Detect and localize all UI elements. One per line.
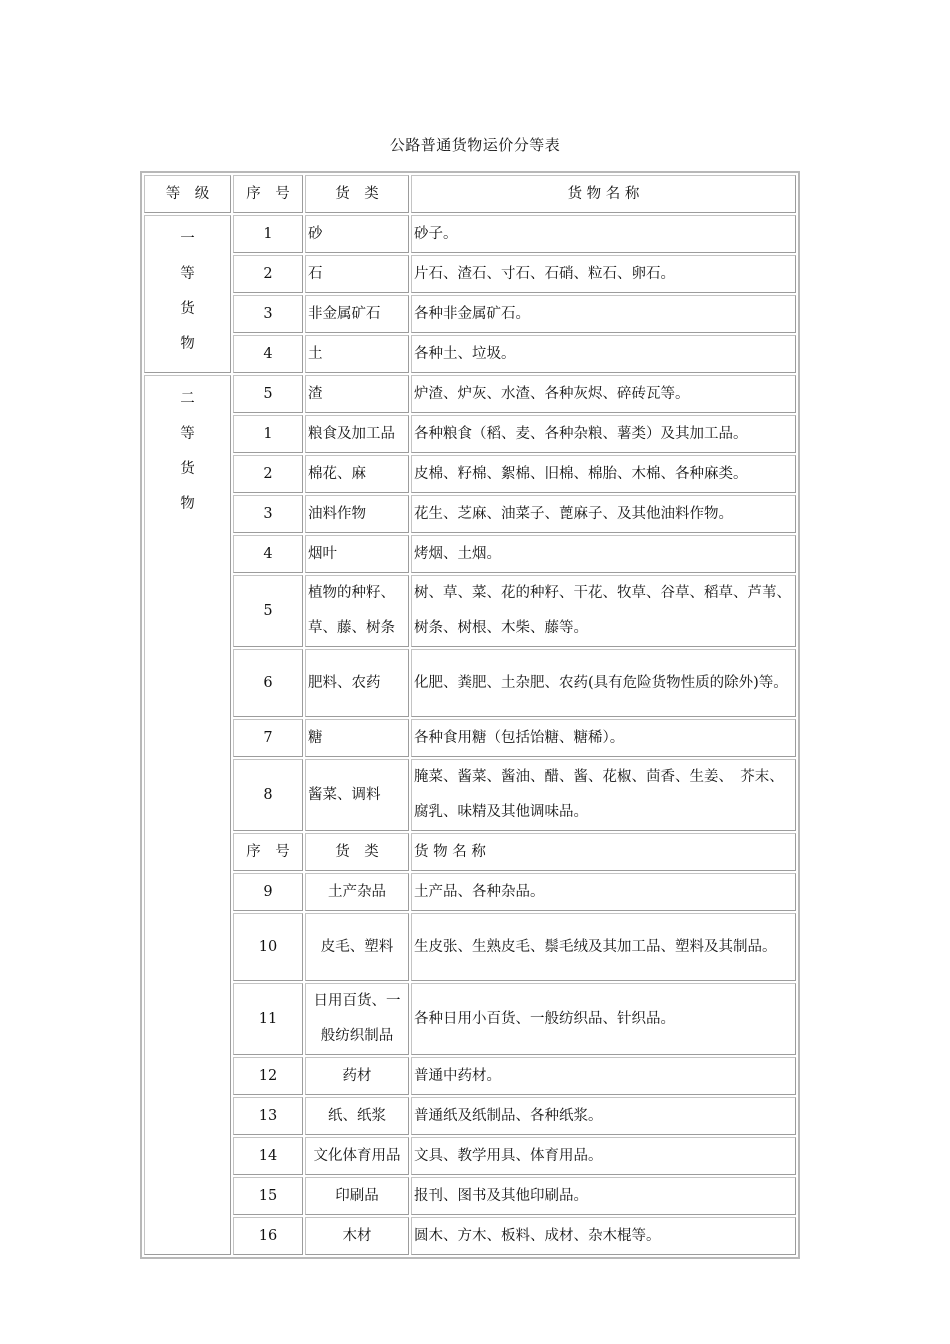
subheader-category: 货 类 xyxy=(305,833,409,871)
goods-name-cell: 花生、芝麻、油菜子、蓖麻子、及其他油料作物。 xyxy=(411,495,796,533)
table-row xyxy=(144,455,796,493)
grade-1-char: 一 xyxy=(180,231,195,247)
category-cell: 皮毛、塑料 xyxy=(305,913,409,981)
goods-name-cell: 树、草、菜、花的种籽、干花、牧草、谷草、稻草、芦苇、树条、树根、木柴、藤等。 xyxy=(411,575,796,647)
goods-name-cell: 生皮张、生熟皮毛、鬃毛绒及其加工品、塑料及其制品。 xyxy=(411,913,796,981)
category-cell: 非金属矿石 xyxy=(305,295,409,333)
goods-name-cell: 各种日用小百货、一般纺织品、针织品。 xyxy=(411,983,796,1055)
category-cell: 日用百货、一般纺织制品 xyxy=(305,983,409,1055)
table-row xyxy=(144,295,796,333)
grade-1-char: 物 xyxy=(180,336,195,352)
goods-name-cell: 各种土、垃圾。 xyxy=(411,335,796,373)
grade-1-char: 货 xyxy=(180,301,195,317)
seq-cell: 3 xyxy=(233,295,303,333)
category-cell: 棉花、麻 xyxy=(305,455,409,493)
grade-1-char: 等 xyxy=(180,266,195,282)
seq-cell: 5 xyxy=(233,375,303,413)
seq-cell: 2 xyxy=(233,255,303,293)
table-row xyxy=(144,375,796,413)
category-cell: 土 xyxy=(305,335,409,373)
seq-cell: 3 xyxy=(233,495,303,533)
category-cell: 植物的种籽、草、藤、树条 xyxy=(305,575,409,647)
table-row xyxy=(144,415,796,453)
header-name: 货 物 名 称 xyxy=(411,175,796,213)
goods-name-cell: 炉渣、炉灰、水渣、各种灰烬、碎砖瓦等。 xyxy=(411,375,796,413)
category-cell: 烟叶 xyxy=(305,535,409,573)
category-cell: 土产杂品 xyxy=(305,873,409,911)
category-cell: 肥料、农药 xyxy=(305,649,409,717)
category-cell: 粮食及加工品 xyxy=(305,415,409,453)
grade-2-char: 货 xyxy=(180,461,195,477)
goods-name-cell: 报刊、图书及其他印刷品。 xyxy=(411,1177,796,1215)
table-row xyxy=(144,1177,796,1215)
freight-grade-table xyxy=(140,171,800,1259)
seq-cell: 8 xyxy=(233,759,303,831)
category-cell: 木材 xyxy=(305,1217,409,1255)
table-subheader-row xyxy=(144,833,796,871)
table-row xyxy=(144,215,796,253)
category-cell: 砂 xyxy=(305,215,409,253)
goods-name-cell: 各种非金属矿石。 xyxy=(411,295,796,333)
goods-name-cell: 烤烟、土烟。 xyxy=(411,535,796,573)
category-cell: 印刷品 xyxy=(305,1177,409,1215)
goods-name-cell: 皮棉、籽棉、絮棉、旧棉、棉胎、木棉、各种麻类。 xyxy=(411,455,796,493)
category-cell: 石 xyxy=(305,255,409,293)
table-row xyxy=(144,1217,796,1255)
table-header-row xyxy=(144,175,796,213)
table-row xyxy=(144,535,796,573)
table-row xyxy=(144,759,796,831)
grade-2-char: 等 xyxy=(180,426,195,442)
subheader-name: 货 物 名 称 xyxy=(411,833,796,871)
table-row xyxy=(144,913,796,981)
table-row xyxy=(144,649,796,717)
seq-cell: 9 xyxy=(233,873,303,911)
category-cell: 渣 xyxy=(305,375,409,413)
seq-cell: 12 xyxy=(233,1057,303,1095)
goods-name-cell: 圆木、方木、板料、成材、杂木棍等。 xyxy=(411,1217,796,1255)
goods-name-cell: 腌菜、酱菜、酱油、醋、酱、花椒、茴香、生姜、 芥末、腐乳、味精及其他调味品。 xyxy=(411,759,796,831)
goods-name-cell: 普通中药材。 xyxy=(411,1057,796,1095)
goods-name-cell: 各种粮食（稻、麦、各种杂粮、薯类）及其加工品。 xyxy=(411,415,796,453)
seq-cell: 10 xyxy=(233,913,303,981)
seq-cell: 13 xyxy=(233,1097,303,1135)
table-row xyxy=(144,1097,796,1135)
page-title: 公路普通货物运价分等表 xyxy=(389,136,561,154)
seq-cell: 15 xyxy=(233,1177,303,1215)
seq-cell: 11 xyxy=(233,983,303,1055)
category-cell: 文化体育用品 xyxy=(305,1137,409,1175)
seq-cell: 2 xyxy=(233,455,303,493)
seq-cell: 1 xyxy=(233,415,303,453)
table-row xyxy=(144,1057,796,1095)
seq-cell: 6 xyxy=(233,649,303,717)
grade-1-cell xyxy=(144,215,231,373)
grade-2-char: 物 xyxy=(180,496,195,512)
goods-name-cell: 各种食用糖（包括饴糖、糖稀）。 xyxy=(411,719,796,757)
category-cell: 糖 xyxy=(305,719,409,757)
table-row xyxy=(144,495,796,533)
table-row xyxy=(144,575,796,647)
table-row xyxy=(144,719,796,757)
table-row xyxy=(144,873,796,911)
goods-name-cell: 砂子。 xyxy=(411,215,796,253)
seq-cell: 1 xyxy=(233,215,303,253)
seq-cell: 4 xyxy=(233,335,303,373)
category-cell: 酱菜、调料 xyxy=(305,759,409,831)
header-seq: 序 号 xyxy=(233,175,303,213)
subheader-seq: 序 号 xyxy=(233,833,303,871)
grade-2-cell xyxy=(144,375,231,1255)
table-row xyxy=(144,983,796,1055)
goods-name-cell: 土产品、各种杂品。 xyxy=(411,873,796,911)
goods-name-cell: 片石、渣石、寸石、石硝、粒石、卵石。 xyxy=(411,255,796,293)
seq-cell: 16 xyxy=(233,1217,303,1255)
category-cell: 药材 xyxy=(305,1057,409,1095)
seq-cell: 7 xyxy=(233,719,303,757)
header-category: 货 类 xyxy=(305,175,409,213)
goods-name-cell: 文具、教学用具、体育用品。 xyxy=(411,1137,796,1175)
category-cell: 油料作物 xyxy=(305,495,409,533)
table-row xyxy=(144,255,796,293)
category-cell: 纸、纸浆 xyxy=(305,1097,409,1135)
header-grade: 等 级 xyxy=(144,175,231,213)
table-row xyxy=(144,1137,796,1175)
seq-cell: 14 xyxy=(233,1137,303,1175)
seq-cell: 5 xyxy=(233,575,303,647)
table-row xyxy=(144,335,796,373)
goods-name-cell: 化肥、粪肥、土杂肥、农药(具有危险货物性质的除外)等。 xyxy=(411,649,796,717)
grade-2-char: 二 xyxy=(180,391,195,407)
seq-cell: 4 xyxy=(233,535,303,573)
goods-name-cell: 普通纸及纸制品、各种纸浆。 xyxy=(411,1097,796,1135)
